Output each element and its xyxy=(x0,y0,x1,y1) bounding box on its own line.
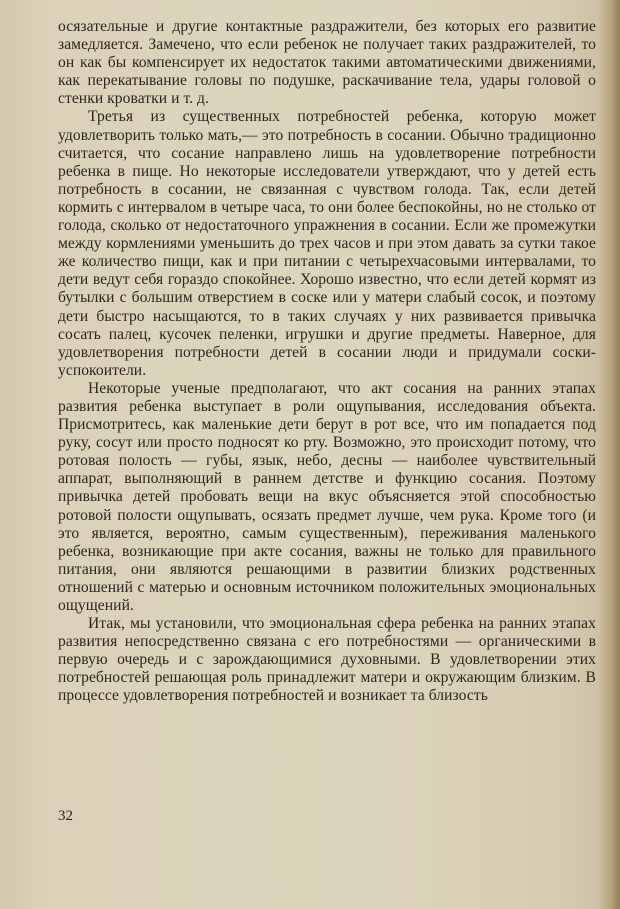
paragraph-3: Некоторые ученые предполагают, что акт сосания на ранних этапах развития ребенка выступает в роли ощупывания, исследования объекта. Присмотритесь, как маленькие дети берут в рот все, что им попадается под руку, сосут или просто подносят ко рту. Возможно, это происходит потому, что ротовая полость — губы, язык, небо, десны — наиболее чувствительный аппарат, выполняющий в раннем детстве и функцию сосания. Поэтому привычка детей пробовать вещи на вкус объясняется этой способностью ротовой полости ощупывать, осязать предмет лучше, чем рука. Кроме того (и это является, вероятно, самым существенным), переживания маленького ребенка, возникающие при акте сосания, важны не только для правильного питания, они являются решающими в развитии близких родственных отношений с матерью и основным источником положительных эмоциональных ощущений. xyxy=(58,379,596,614)
paragraph-4: Итак, мы установили, что эмоциональная сфера ребенка на ранних этапах развития непосредственно связана с его потребностями — органическими в первую очередь и с зарождающимися духовными. В удовлетворении этих потребностей решающая роль принадлежит матери и окружающим близким. В процессе удовлетворения потребностей и возникает та близость xyxy=(58,615,596,705)
paragraph-1: осязательные и другие контактные раздражители, без которых его развитие замедляется. Замечено, что если ребенок не получает таких раздражителей, то он как бы компенсирует их недостаток такими автоматическими движениями, как перекатывание головы по подушке, раскачивание тела, удары головой о стенки кроватки и т. д. xyxy=(58,18,596,108)
paragraph-2: Третья из существенных потребностей ребенка, которую может удовлетворить только мать,— это потребность в сосании. Обычно традиционно считается, что сосание направлено лишь на удовлетворение потребности ребенка в пище. Но некоторые исследователи утверждают, что у детей есть потребность в сосании, не связанная с чувством голода. Так, если детей кормить с интервалом в четыре часа, то они более беспокойны, но не столько от голода, сколько от недостаточного упражнения в сосании. Если же промежутки между кормлениями уменьшить до трех часов и при этом давать за сутки такое же количество пищи, как и при питании с четырехчасовыми интервалами, то дети ведут себя гораздо спокойнее. Хорошо известно, что если детей кормят из бутылки с большим отверстием в соске или у матери слабый сосок, и поэтому дети быстро насыщаются, то в таких случаях у них развивается привычка сосать палец, кусочек пеленки, игрушки и другие предметы. Наверное, для удовлетворения потребности детей в сосании люди и придумали соски-успокоители. xyxy=(58,108,596,379)
page-spine-shadow xyxy=(598,0,620,909)
page-number: 32 xyxy=(58,808,73,824)
body-text xyxy=(58,18,596,706)
